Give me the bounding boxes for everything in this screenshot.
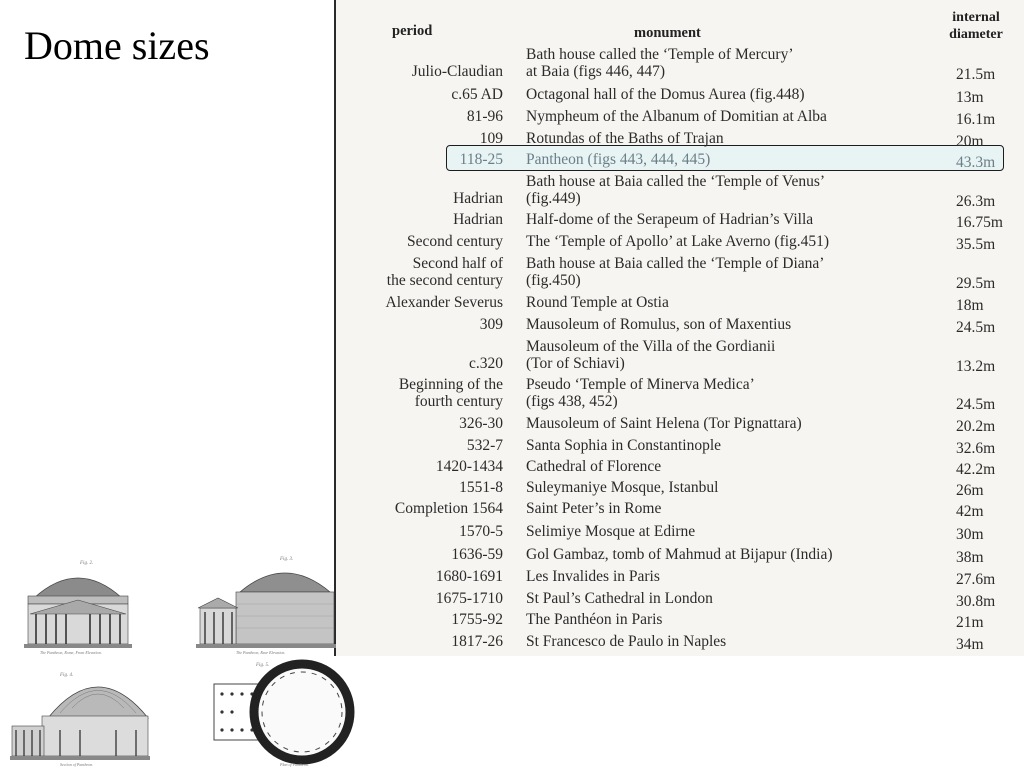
- period-text: 1420-1434: [435, 458, 503, 475]
- period-cell: [336, 108, 503, 125]
- monument-text: Pantheon (figs 443, 444, 445): [526, 151, 711, 168]
- monument-cell: [526, 233, 946, 250]
- monument-text: Mausoleum of Saint Helena (Tor Pignattara): [526, 415, 802, 432]
- period-text: 109: [479, 130, 503, 147]
- svg-text:Plan of Pantheon.: Plan of Pantheon.: [280, 762, 309, 767]
- monument-cell: [526, 46, 946, 80]
- header-diameter: internal diameter: [949, 10, 1003, 42]
- diameter-cell: 13m: [956, 89, 984, 106]
- monument-text: Selimiye Mosque at Edirne: [526, 523, 696, 540]
- pantheon-section-figure: [10, 673, 150, 767]
- slide-title: Dome sizes: [24, 23, 210, 68]
- period-text: 81-96: [466, 108, 503, 125]
- svg-text:The Pantheon, Rear Elevation.: The Pantheon, Rear Elevation.: [236, 650, 286, 655]
- diameter-cell: 26.3m: [956, 193, 996, 210]
- period-cell: [336, 568, 503, 585]
- period-text: Alexander Severus: [385, 294, 503, 311]
- diameter-cell: 21m: [956, 614, 984, 631]
- monument-cell: [526, 316, 946, 333]
- diameter-cell: 27.6m: [956, 571, 996, 588]
- monument-text: The Panthéon in Paris: [526, 611, 663, 628]
- monument-cell: [526, 479, 946, 496]
- svg-text:Fig. 5.: Fig. 5.: [256, 663, 270, 668]
- monument-text: Round Temple at Ostia: [526, 294, 669, 311]
- monument-cell: [526, 294, 946, 311]
- diameter-cell: 29.5m: [956, 275, 996, 292]
- monument-cell: [526, 546, 946, 563]
- period-cell: [336, 479, 503, 496]
- period-text: Second half of: [412, 255, 503, 272]
- svg-text:Fig. 3.: Fig. 3.: [280, 557, 294, 562]
- monument-cell: [526, 437, 946, 454]
- period-cell: [336, 151, 503, 168]
- monument-text: (fig.450): [526, 272, 581, 289]
- monument-text: Octagonal hall of the Domus Aurea (fig.448): [526, 86, 805, 103]
- period-text: Beginning of the: [398, 376, 503, 393]
- diameter-cell: 38m: [956, 549, 984, 566]
- svg-text:Fig. 2.: Fig. 2.: [80, 561, 94, 566]
- period-text: 1636-59: [451, 546, 503, 563]
- period-text: Hadrian: [453, 211, 503, 228]
- period-cell: [336, 611, 503, 628]
- pantheon-rear-elevation-figure: [196, 557, 336, 656]
- period-cell: [336, 211, 503, 228]
- pantheon-plan-figure: [214, 663, 350, 767]
- period-cell: [336, 437, 503, 454]
- diameter-cell: 42m: [956, 503, 984, 520]
- period-text: Completion 1564: [394, 500, 503, 517]
- monument-cell: [526, 376, 946, 410]
- period-cell: [336, 633, 503, 650]
- diameter-cell: 18m: [956, 297, 984, 314]
- monument-text: Rotundas of the Baths of Trajan: [526, 130, 724, 147]
- scanned-table: [334, 0, 1024, 656]
- diameter-cell: 35.5m: [956, 236, 996, 253]
- monument-cell: [526, 173, 946, 207]
- diameter-cell: 16.75m: [956, 214, 1003, 231]
- header-period: period: [392, 23, 433, 39]
- monument-cell: [526, 338, 946, 372]
- monument-text: at Baia (figs 446, 447): [526, 63, 666, 80]
- monument-cell: [526, 523, 946, 540]
- header-monument: monument: [634, 25, 701, 41]
- period-cell: [336, 130, 503, 147]
- pantheon-front-elevation-figure: [24, 561, 132, 656]
- monument-text: (Tor of Schiavi): [526, 355, 625, 372]
- svg-text:Fig. 4.: Fig. 4.: [60, 673, 74, 678]
- period-text: 1570-5: [459, 523, 503, 540]
- diameter-cell: 34m: [956, 636, 984, 653]
- monument-cell: [526, 590, 946, 607]
- monument-text: Bath house called the ‘Temple of Mercury’: [526, 46, 794, 63]
- period-cell: [336, 523, 503, 540]
- svg-text:The Pantheon, Rome, Front Elev: The Pantheon, Rome, Front Elevation.: [40, 650, 102, 655]
- period-text: 532-7: [466, 437, 503, 454]
- monument-cell: [526, 86, 946, 103]
- monument-text: Suleymaniye Mosque, Istanbul: [526, 479, 719, 496]
- diameter-cell: 32.6m: [956, 440, 996, 457]
- diameter-cell: 20.2m: [956, 418, 996, 435]
- monument-text: Half-dome of the Serapeum of Hadrian’s Villa: [526, 211, 814, 228]
- diameter-cell: 13.2m: [956, 358, 996, 375]
- period-text: 1755-92: [451, 611, 503, 628]
- monument-cell: [526, 151, 946, 168]
- period-cell: [336, 590, 503, 607]
- monument-text: St Paul’s Cathedral in London: [526, 590, 713, 607]
- monument-cell: [526, 415, 946, 432]
- diameter-cell: 21.5m: [956, 66, 996, 83]
- svg-text:Section of Pantheon.: Section of Pantheon.: [60, 762, 94, 767]
- monument-text: The ‘Temple of Apollo’ at Lake Averno (fig.451): [526, 233, 830, 250]
- monument-text: Pseudo ‘Temple of Minerva Medica’: [526, 376, 755, 393]
- monument-text: (fig.449): [526, 190, 581, 207]
- diameter-cell: 30.8m: [956, 593, 996, 610]
- period-cell: [336, 255, 503, 289]
- monument-cell: [526, 130, 946, 147]
- monument-text: Santa Sophia in Constantinople: [526, 437, 722, 454]
- diameter-cell: 20m: [956, 133, 984, 150]
- diameter-cell: 42.2m: [956, 461, 996, 478]
- diameter-cell: 24.5m: [956, 319, 996, 336]
- monument-text: Cathedral of Florence: [526, 458, 662, 475]
- period-text: 1817-26: [451, 633, 503, 650]
- period-text: 118-25: [459, 151, 503, 168]
- monument-text: Les Invalides in Paris: [526, 568, 660, 585]
- monument-cell: [526, 211, 946, 228]
- period-text: fourth century: [414, 393, 503, 410]
- period-text: 326-30: [459, 415, 503, 432]
- period-cell: [336, 294, 503, 311]
- monument-text: Saint Peter’s in Rome: [526, 500, 662, 517]
- period-cell: [336, 546, 503, 563]
- monument-cell: [526, 255, 946, 289]
- pantheon-figures: [0, 548, 360, 768]
- monument-text: Bath house at Baia called the ‘Temple of Venus’: [526, 173, 826, 190]
- period-text: c.65 AD: [451, 86, 503, 103]
- diameter-cell: 24.5m: [956, 396, 996, 413]
- period-cell: [336, 355, 503, 372]
- period-cell: [336, 190, 503, 207]
- period-text: Hadrian: [453, 190, 503, 207]
- monument-text: Mausoleum of the Villa of the Gordianii: [526, 338, 776, 355]
- monument-text: Mausoleum of Romulus, son of Maxentius: [526, 316, 792, 333]
- period-cell: [336, 233, 503, 250]
- monument-text: Nympheum of the Albanum of Domitian at Alba: [526, 108, 827, 125]
- monument-text: St Francesco de Paulo in Naples: [526, 633, 727, 650]
- monument-cell: [526, 108, 946, 125]
- monument-text: (figs 438, 452): [526, 393, 618, 410]
- diameter-cell: 43.3m: [956, 154, 996, 171]
- period-cell: [336, 458, 503, 475]
- period-cell: [336, 63, 503, 80]
- period-text: Second century: [407, 233, 503, 250]
- monument-cell: [526, 611, 946, 628]
- monument-cell: [526, 458, 946, 475]
- period-text: 1675-1710: [435, 590, 503, 607]
- period-cell: [336, 376, 503, 410]
- monument-cell: [526, 568, 946, 585]
- monument-cell: [526, 500, 946, 517]
- period-cell: [336, 500, 503, 517]
- period-text: c.320: [468, 355, 503, 372]
- period-text: 1551-8: [459, 479, 503, 496]
- period-cell: [336, 316, 503, 333]
- period-text: 309: [479, 316, 503, 333]
- monument-cell: [526, 633, 946, 650]
- diameter-cell: 16.1m: [956, 111, 996, 128]
- period-cell: [336, 415, 503, 432]
- period-text: the second century: [386, 272, 503, 289]
- monument-text: Bath house at Baia called the ‘Temple of Diana’: [526, 255, 825, 272]
- diameter-cell: 26m: [956, 482, 984, 499]
- monument-text: Gol Gambaz, tomb of Mahmud at Bijapur (India): [526, 546, 833, 563]
- period-text: 1680-1691: [435, 568, 503, 585]
- period-cell: [336, 86, 503, 103]
- diameter-cell: 30m: [956, 526, 984, 543]
- period-text: Julio-Claudian: [411, 63, 503, 80]
